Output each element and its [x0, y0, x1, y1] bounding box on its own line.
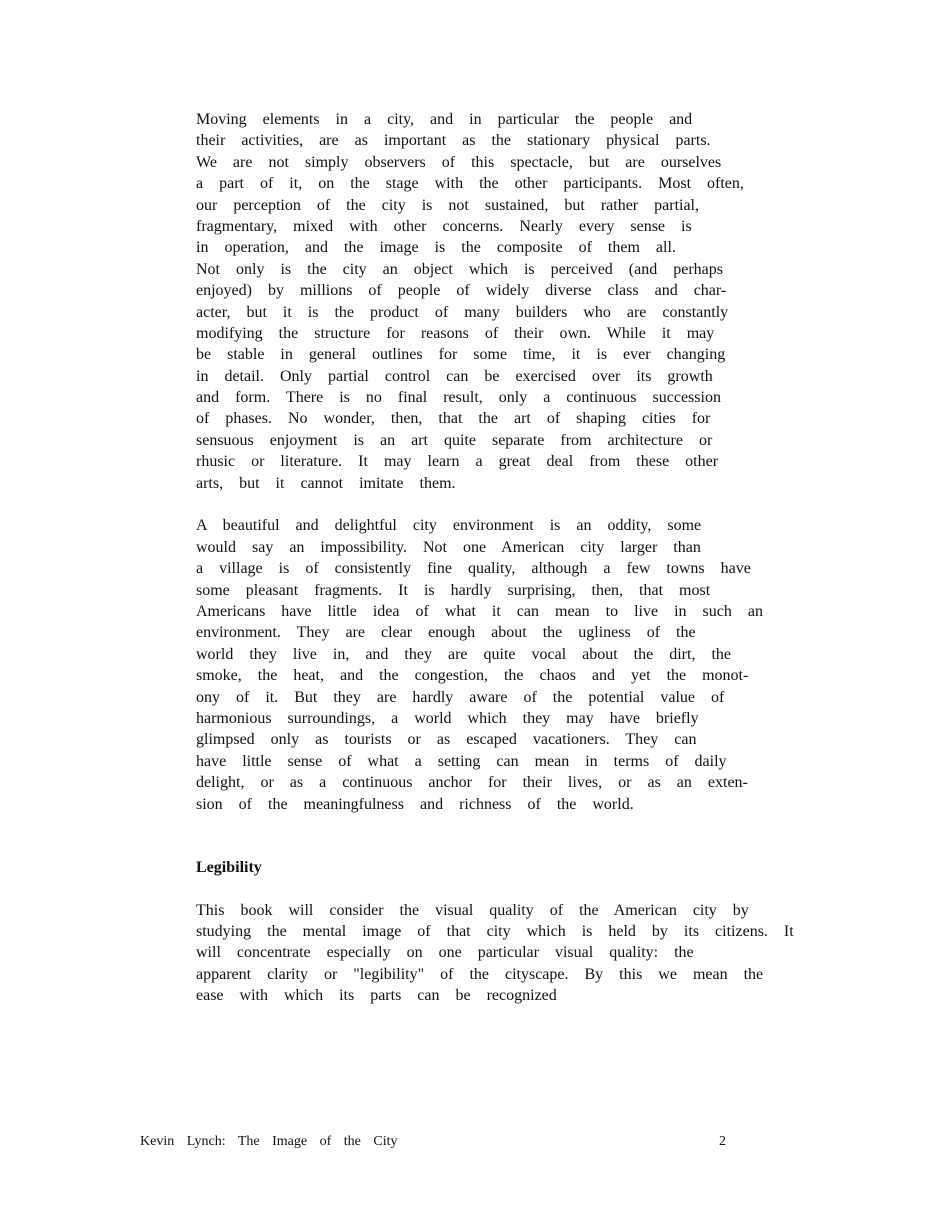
text-line: sion of the meaningfulness and richness of the world. — [196, 795, 634, 813]
footer-book-title: Kevin Lynch: The Image of the City — [140, 1134, 398, 1149]
text-line: have little sense of what a setting can mean in terms of daily — [196, 752, 727, 770]
page-footer — [140, 1134, 740, 1154]
body-text — [196, 109, 896, 1007]
text-line: our perception of the city is not sustained, but rather partial, — [196, 196, 699, 214]
text-line: of phases. No wonder, then, that the art of shaping cities for — [196, 410, 711, 428]
text-line: be stable in general outlines for some time, it is ever changing — [196, 346, 726, 364]
paragraph-beautiful-city — [196, 515, 896, 814]
text-line: in detail. Only partial control can be exercised over its growth — [196, 367, 713, 385]
text-line: their activities, are as important as the stationary physical parts. — [196, 132, 711, 150]
text-line: ease with which its parts can be recognized — [196, 987, 557, 1005]
section-spacer — [196, 815, 896, 857]
text-line: Americans have little idea of what it can mean to live in such an — [196, 602, 763, 620]
text-line: This book will consider the visual quality of the American city by — [196, 901, 749, 919]
text-line: arts, but it cannot imitate them. — [196, 474, 456, 492]
page-number: 2 — [719, 1134, 726, 1149]
text-line: sensuous enjoyment is an art quite separate from architecture or — [196, 431, 713, 449]
text-line: in operation, and the image is the composite of them all. — [196, 239, 676, 257]
text-line: fragmentary, mixed with other concerns. Nearly every sense is — [196, 217, 692, 235]
text-line: and form. There is no final result, only a continuous succession — [196, 389, 721, 407]
paragraph-spacer — [196, 878, 896, 899]
text-line: a part of it, on the stage with the other participants. Most often, — [196, 175, 744, 193]
text-line: enjoyed) by millions of people of widely diverse class and char- — [196, 282, 727, 300]
text-line: harmonious surroundings, a world which they may have briefly — [196, 709, 699, 727]
text-line: environment. They are clear enough about the ugliness of the — [196, 624, 696, 642]
section-heading: Legibility — [196, 858, 262, 876]
text-line: apparent clarity or "legibility" of the cityscape. By this we mean the — [196, 965, 764, 983]
text-line: delight, or as a continuous anchor for their lives, or as an exten- — [196, 774, 748, 792]
paragraph-legibility — [196, 900, 896, 1007]
text-line: We are not simply observers of this spectacle, but are ourselves — [196, 153, 722, 171]
paragraph-moving-elements — [196, 109, 896, 494]
text-line: A beautiful and delightful city environment is an oddity, some — [196, 517, 702, 535]
text-line: would say an impossibility. Not one American city larger than — [196, 538, 701, 556]
text-line: modifying the structure for reasons of their own. While it may — [196, 324, 715, 342]
text-line: a village is of consistently fine quality, although a few towns have — [196, 560, 751, 578]
text-line: Moving elements in a city, and in particular the people and — [196, 111, 693, 128]
text-line: will concentrate especially on one particular visual quality: the — [196, 944, 694, 962]
text-line: ony of it. But they are hardly aware of the potential value of — [196, 688, 725, 706]
text-line: glimpsed only as tourists or as escaped vacationers. They can — [196, 731, 697, 749]
text-line: studying the mental image of that city which is held by its citizens. It — [196, 923, 794, 941]
text-line: acter, but it is the product of many builders who are constantly — [196, 303, 729, 321]
text-line: Not only is the city an object which is perceived (and perhaps — [196, 260, 723, 278]
text-line: some pleasant fragments. It is hardly surprising, then, that most — [196, 581, 711, 599]
text-line: world they live in, and they are quite vocal about the dirt, the — [196, 645, 731, 663]
paragraph-spacer — [196, 494, 896, 515]
text-line: rhusic or literature. It may learn a great deal from these other — [196, 453, 719, 471]
text-line: smoke, the heat, and the congestion, the chaos and yet the monot- — [196, 667, 749, 685]
